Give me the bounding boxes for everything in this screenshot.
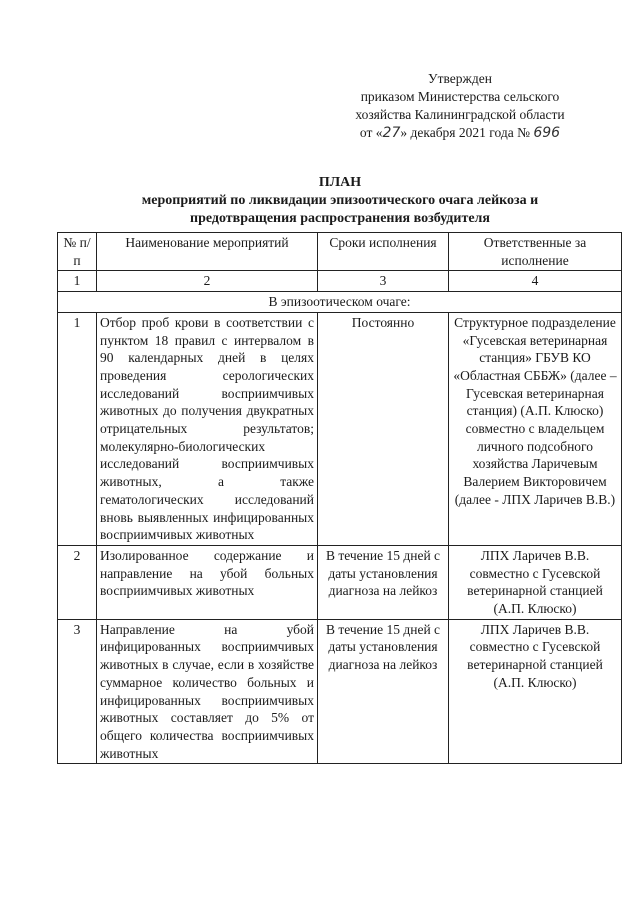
plan-title: ПЛАН [318, 175, 362, 190]
handwritten-number: 696 [533, 125, 561, 141]
approval-block [300, 70, 620, 142]
plan-subtitle-line-1: мероприятий по ликвидации эпизоотического очага лейкоза и [141, 193, 539, 208]
plan-heading [60, 174, 620, 228]
measure-responsible: Структурное подразделение «Гусевская ветеринарная станция» ГБУВ КО «Областная СББЖ» (далее – Гусевская ветеринарная станция) (А.П. Клюско) совместно с владельцем личного подсобного хозяйства Ларичевым Валерием Викторовичем (далее - ЛПХ Ларичев В.В.) [449, 312, 622, 545]
column-number: 2 [97, 271, 318, 292]
measure-term: Постоянно [318, 312, 449, 545]
header-responsible: Ответственные за исполнение [449, 233, 622, 271]
date-middle: » декабря 2021 года № [400, 125, 530, 140]
section-row [58, 292, 622, 313]
approval-line-1: Утвержден [428, 71, 492, 86]
table-row [58, 545, 622, 619]
row-number: 3 [58, 619, 97, 764]
measure-responsible: ЛПХ Ларичев В.В. совместно с Гусевской ветеринарной станцией (А.П. Клюско) [449, 619, 622, 764]
plan-subtitle-line-2: предотвращения распространения возбудителя [190, 211, 490, 226]
header-number: № п/п [58, 233, 97, 271]
measure-name: Отбор проб крови в соответствии с пунктом 18 правил с интервалом в 90 календарных дней в целях проведения серологических исследований восприимчивых животных до получения двукратных отрицательных результатов; молекулярно-биологических исследований восприимчивых животных, а также гематологических исследований вновь выявленных инфицированных восприимчивых животных [97, 312, 318, 545]
row-number: 1 [58, 312, 97, 545]
measure-name: Направление на убой инфицированных восприимчивых животных в случае, если в хозяйстве суммарное количество больных и инфицированных восприимчивых животных составляет до 5% от общего количества восприимчивых животных [97, 619, 318, 764]
date-prefix: от « [359, 125, 383, 140]
column-number: 1 [58, 271, 97, 292]
row-number: 2 [58, 545, 97, 619]
header-term: Сроки исполнения [318, 233, 449, 271]
table-row [58, 312, 622, 545]
column-number: 4 [449, 271, 622, 292]
approval-line-3: хозяйства Калининградской области [355, 107, 565, 122]
table-row [58, 619, 622, 764]
plan-table [57, 232, 622, 764]
table-header-row [58, 233, 622, 271]
header-name: Наименование мероприятий [97, 233, 318, 271]
approval-date-line [300, 124, 620, 142]
section-title: В эпизоотическом очаге: [58, 292, 622, 313]
measure-term: В течение 15 дней с даты установления диагноза на лейкоз [318, 619, 449, 764]
approval-line-2: приказом Министерства сельского [360, 89, 560, 104]
measure-term: В течение 15 дней с даты установления диагноза на лейкоз [318, 545, 449, 619]
measure-name: Изолированное содержание и направление на убой больных восприимчивых животных [97, 545, 318, 619]
column-number: 3 [318, 271, 449, 292]
column-numbers-row [58, 271, 622, 292]
handwritten-day: 27 [382, 125, 401, 141]
measure-responsible: ЛПХ Ларичев В.В. совместно с Гусевской ветеринарной станцией (А.П. Клюско) [449, 545, 622, 619]
